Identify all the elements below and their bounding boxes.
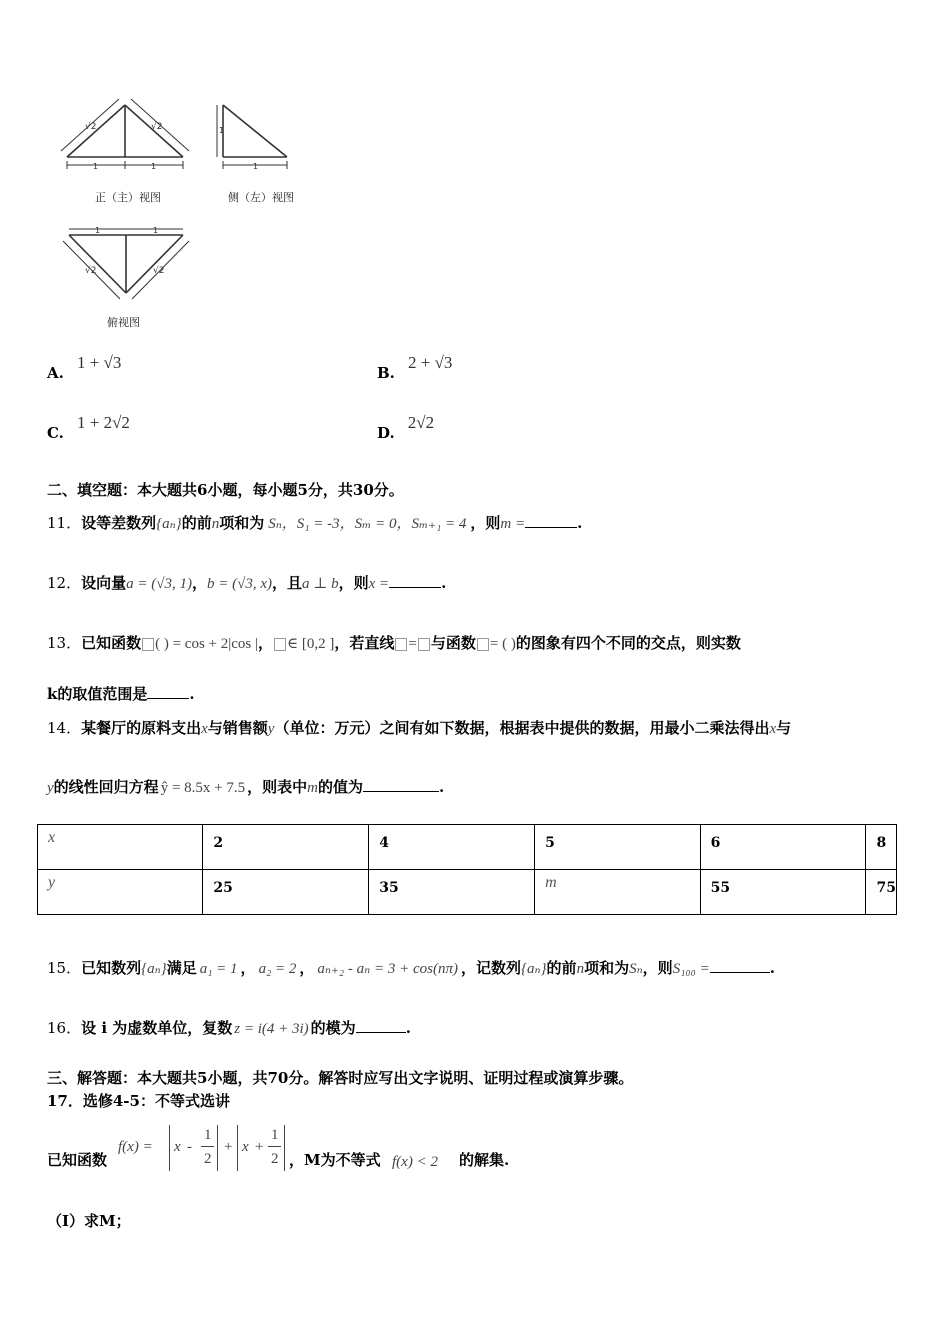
option-c-letter: C. [47,424,64,442]
svg-text:1: 1 [219,126,225,135]
option-d-value: 2√2 [407,413,435,432]
q12-vector-b: b = (√3, x) [206,576,272,592]
q14-text-6: ，则表中 [247,778,308,796]
q15-n: n [576,961,585,977]
q15-condition-2: a₂ = 2 [258,961,297,977]
q13-function-2: = ( ) [489,636,516,652]
q15-sequence: {aₙ} [141,961,167,977]
q14-x-2: x [769,721,777,737]
q13-domain: ∈ [0,2 ] [287,636,335,652]
q11-sequence: {aₙ} [156,516,182,532]
q17-function-lhs: f(x) = [118,1139,153,1155]
option-d[interactable] [377,413,435,443]
q15-number: 15． [47,959,82,977]
q15-sn: Sₙ [629,961,643,977]
q11-text-3: 项和为 [219,514,265,532]
placeholder-glyph-icon [477,638,489,651]
svg-text:1: 1 [253,162,259,171]
q13-text-5: k的取值范围是 [47,685,148,703]
placeholder-glyph-icon [142,638,154,651]
top-view-drawing [63,229,189,299]
option-d-letter: D. [377,424,395,442]
option-c-value: 1 + 2√2 [77,413,130,432]
q11-number: 11． [47,514,82,532]
q14-m: m [307,780,318,796]
table-cell: 4 [369,825,535,870]
table-cell: 35 [369,870,535,915]
q14-end: . [438,778,445,796]
q16-number: 16． [47,1019,82,1037]
three-view-figure [55,95,315,335]
q14-regression-equation: ŷ = 8.5x + 7.5 [160,780,246,796]
table-cell: 55 [700,870,866,915]
q15-ask: S₁₀₀ = [672,961,710,977]
q17-x-2: x [242,1139,249,1155]
q14-text-7: 的值为 [317,778,363,796]
q17-numerator-2: 1 [271,1127,279,1143]
q13-text-1: 已知函数 [81,634,142,652]
option-b-letter: B. [377,364,395,382]
q14-text-1: 某餐厅的原料支出 [81,719,202,737]
q11-text-1: 设等差数列 [81,514,157,532]
data-table [37,824,897,915]
q15-text-1: 已知数列 [81,959,142,977]
svg-text:1: 1 [93,162,99,171]
q12-number: 12． [47,574,82,592]
q15-text-2: 满足 [166,959,197,977]
q16-answer-blank[interactable] [356,1018,406,1033]
svg-text:1: 1 [153,226,159,235]
q13-end: . [189,685,195,703]
fraction-bar [268,1146,281,1147]
option-a-value: 1 + √3 [76,353,122,372]
question-14-line-2 [47,777,444,798]
q12-vector-a: a = (√3, 1) [126,576,192,592]
svg-text:√2: √2 [151,122,163,132]
q13-function: ( ) = cos + 2|cos | [155,636,259,652]
table-cell: y [38,870,203,915]
q17-x: x [174,1139,181,1155]
option-b-value: 2 + √3 [408,353,453,372]
q17-text-2: ，M为不等式 [289,1151,381,1169]
q16-text-2: 的模为 [310,1019,356,1037]
q15-text-4: 的前 [546,959,577,977]
section-3-heading: 三、解答题：本大题共5小题，共70分。解答时应写出文字说明、证明过程或演算步骤。 [47,1069,634,1087]
q15-condition-1: a₁ = 1 [199,961,238,977]
q11-n: n [211,516,220,532]
q17-numerator: 1 [204,1127,212,1143]
q11-answer-blank[interactable] [525,513,577,528]
placeholder-glyph-icon [418,638,430,651]
q15-sep-1: ， [240,959,256,977]
q12-text-1: 设向量 [81,574,127,592]
q17-part-1: （Ⅰ）求M； [47,1212,131,1230]
q14-text-2: 与销售额 [207,719,268,737]
q16-complex-number: z = i(4 + 3i) [234,1021,309,1037]
q17-text-3: 的解集. [459,1151,510,1169]
table-row [38,870,897,915]
option-a[interactable] [47,353,122,383]
fraction-bar [201,1146,214,1147]
svg-text:√2: √2 [153,266,165,276]
option-a-letter: A. [47,364,64,382]
q14-text-3: （单位：万元）之间有如下数据，根据表中提供的数据，用最小二乘法得出 [274,719,770,737]
q11-conditions: Sₙ，S₁ = -3，Sₘ = 0，Sₘ₊₁ = 4 [268,516,467,532]
svg-text:√2: √2 [85,122,97,132]
abs-bar [237,1125,240,1171]
question-16 [47,1018,411,1039]
q11-text-2: 的前 [181,514,212,532]
q15-sequence-2: {aₙ} [520,961,547,977]
svg-text:√2: √2 [85,266,97,276]
q17-denominator: 2 [204,1151,212,1167]
abs-bar [169,1125,172,1171]
q12-text-2: ，且 [272,574,303,592]
table-cell: m [535,870,701,915]
section-2-heading: 二、填空题：本大题共6小题，每小题5分，共30分。 [47,481,404,499]
q14-x: x [201,721,208,737]
q14-text-5: 的线性回归方程 [53,778,159,796]
table-row [38,825,897,870]
q14-y: y [267,721,275,737]
question-11 [47,513,582,534]
svg-text:1: 1 [95,226,101,235]
q12-perp: a ⊥ b [302,576,339,592]
q15-text-3: ，记数列 [460,959,521,977]
table-cell: 25 [203,870,369,915]
q15-end: . [769,959,775,977]
question-14 [47,718,791,739]
q11-end: . [577,514,583,532]
q14-y-2: y [47,780,54,796]
question-12 [47,573,446,594]
q17-plus-2: + [255,1139,264,1155]
q13-answer-blank[interactable] [147,684,189,699]
q15-text-5: 项和为 [584,959,630,977]
q13-text-3: 与函数 [430,634,476,652]
q17-minus: - [187,1139,192,1155]
svg-text:1: 1 [151,162,157,171]
q12-ask: x = [368,576,390,592]
question-15 [47,958,775,979]
question-13-line-2 [47,684,195,704]
q12-answer-blank[interactable] [389,573,441,588]
q13-line: = [408,636,417,652]
placeholder-glyph-icon [274,638,286,651]
abs-bar [217,1125,220,1171]
table-cell: 8 [866,825,897,870]
q14-number: 14． [47,719,82,737]
side-view-caption: 侧（左）视图 [228,191,294,204]
table-cell: 6 [700,825,866,870]
table-cell: x [38,825,203,870]
q15-answer-blank[interactable] [710,958,770,973]
q13-text-4: 的图象有四个不同的交点，则实数 [515,634,741,652]
front-view-drawing [61,99,189,169]
front-view-caption: 正（主）视图 [95,191,161,204]
q14-text-4: 与 [776,719,792,737]
option-c[interactable] [47,413,130,443]
q12-comma: ， [191,574,207,592]
table-cell: 75 [866,870,897,915]
top-view-caption: 俯视图 [107,316,140,329]
q16-end: . [405,1019,411,1037]
q15-sep-2: ， [299,959,315,977]
placeholder-glyph-icon [395,638,407,651]
q16-text-1: 设 i 为虚数单位，复数 [81,1019,233,1037]
q17-text-1: 已知函数 [47,1151,108,1169]
q12-text-3: ，则 [338,574,369,592]
q13-comma: ， [258,634,274,652]
q13-number: 13． [47,634,82,652]
table-cell: 2 [203,825,369,870]
table-cell: 5 [535,825,701,870]
q15-condition-3: aₙ₊₂ - aₙ = 3 + cos(nπ) [317,961,458,977]
q17-inequality: f(x) < 2 [392,1154,438,1170]
q17-plus: + [224,1139,233,1155]
q11-text-4: ，则 [470,514,501,532]
abs-bar [284,1125,287,1171]
q17-title: 17．选修4-5：不等式选讲 [47,1092,230,1110]
q14-answer-blank[interactable] [363,777,439,792]
q17-denominator-2: 2 [271,1151,279,1167]
side-view-drawing [217,105,287,169]
q11-ask: m = [500,516,526,532]
option-b[interactable] [377,353,453,383]
question-13 [47,633,741,654]
q13-text-2: ，若直线 [334,634,395,652]
q12-end: . [441,574,447,592]
q15-text-6: ，则 [642,959,673,977]
